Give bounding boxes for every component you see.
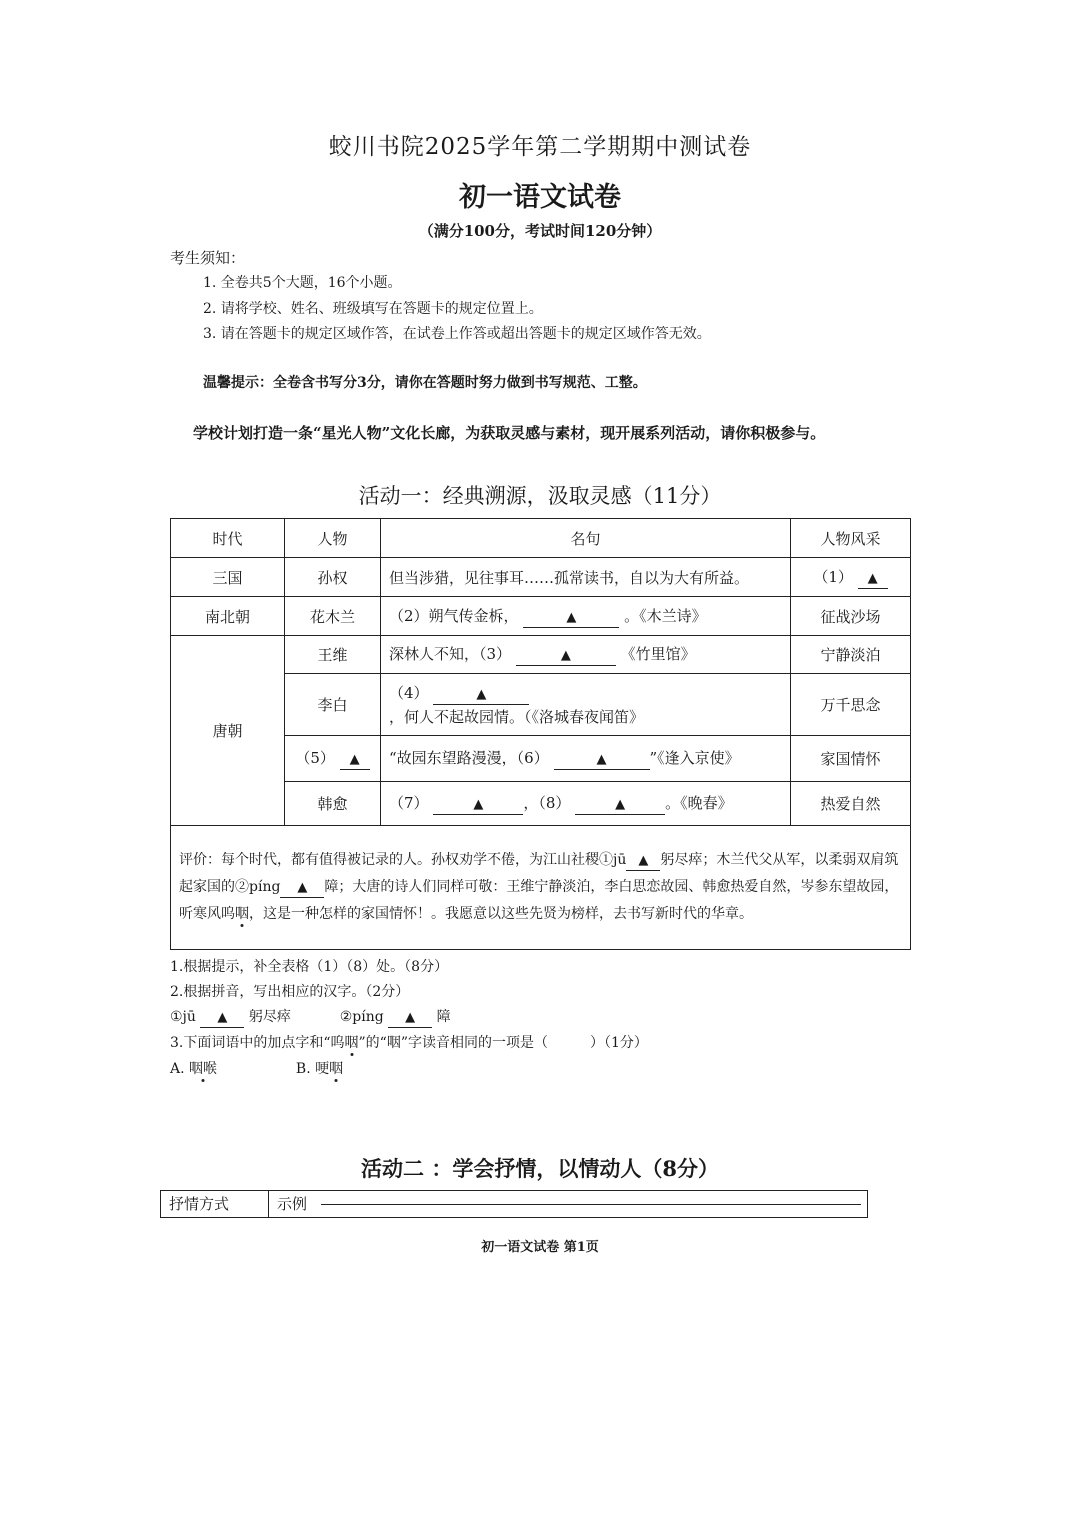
header-person: 人物 <box>285 519 381 558</box>
triangle-marker-icon: ▲ <box>217 1010 228 1025</box>
answer-blank-4[interactable] <box>433 684 529 705</box>
writing-tip: 温馨提示：全卷含书写分3分，请你在答题时努力做到书写规范、工整。 <box>203 375 647 391</box>
dotted-character: 咽 <box>235 906 249 922</box>
dotted-character: 咽 <box>344 1035 359 1051</box>
triangle-marker-icon: ▲ <box>560 648 571 663</box>
answer-blank-8[interactable] <box>575 794 665 815</box>
pinyin-blank-2[interactable] <box>280 878 324 898</box>
word-suffix: 障 <box>436 1009 451 1025</box>
notice-heading: 考生须知： <box>170 249 246 267</box>
style-cell <box>791 558 911 597</box>
activity2-table <box>160 1190 868 1218</box>
option-b-label[interactable]: B. <box>295 1061 311 1077</box>
q2-blank-1[interactable] <box>200 1008 244 1028</box>
page-footer: 初一语文试卷 第1页 <box>481 1240 599 1255</box>
triangle-marker-icon: ▲ <box>476 686 487 702</box>
pinyin-label: ②píng <box>339 1009 384 1025</box>
style-cell: 征战沙场 <box>791 597 911 636</box>
dotted-character: 咽 <box>329 1061 344 1077</box>
answer-blank-1[interactable] <box>858 568 888 589</box>
header-style: 人物风采 <box>791 519 911 558</box>
table-row <box>171 636 911 674</box>
evaluation-text: 评价：每个时代，都有值得被记录的人。孙权劝学不倦，为江山社稷①jū <box>179 852 627 868</box>
divider-line <box>321 1204 861 1205</box>
header-era: 时代 <box>171 519 285 558</box>
triangle-marker-icon: ▲ <box>349 752 360 767</box>
blank-label: （5） <box>295 749 335 767</box>
style-cell: 万千思念 <box>791 674 911 736</box>
person-cell: 花木兰 <box>285 597 381 636</box>
pinyin-blank-1[interactable] <box>626 851 660 871</box>
answer-blank-5[interactable] <box>340 749 370 770</box>
quote-cell: 但当涉猎，见往事耳……孤常读书，自以为大有所益。 <box>381 558 791 597</box>
evaluation-text: 躬尽瘁；木兰代父从军，以柔弱双肩筑起家国的②píng <box>179 852 899 895</box>
exam-subject-title: 初一语文试卷 <box>459 182 621 213</box>
triangle-marker-icon: ▲ <box>473 797 484 812</box>
table-row <box>171 597 911 636</box>
evaluation-cell <box>171 826 911 950</box>
quote-cell <box>381 736 791 782</box>
style-cell: 宁静淡泊 <box>791 636 911 674</box>
notice-item: 3. 请在答题卡的规定区域作答，在试卷上作答或超出答题卡的规定区域作答无效。 <box>203 326 711 342</box>
lyric-method-header: 抒情方式 <box>161 1191 269 1217</box>
quote-text: （7） <box>389 794 429 812</box>
evaluation-text: ，这是一种怎样的家国情怀！。我愿意以这些先贤为榜样，去书写新时代的华章。 <box>249 906 753 922</box>
quote-text: ，何人不起故园情。（《洛城春夜闻笛》 <box>389 707 645 726</box>
answer-blank-7[interactable] <box>433 794 523 815</box>
triangle-marker-icon: ▲ <box>297 880 308 895</box>
quote-cell <box>381 636 791 674</box>
question-1: 1.根据提示，补全表格（1）（8）处。（8分） <box>170 959 449 975</box>
question-text: 3.下面词语中的加点字和“呜 <box>170 1035 345 1051</box>
triangle-marker-icon: ▲ <box>638 853 649 868</box>
option-a-label[interactable]: A. <box>170 1061 185 1077</box>
activity2-title: 活动二 ：学会抒情，以情动人（8分） <box>361 1156 719 1181</box>
quote-text: “故园东望路漫漫，（6） <box>389 749 549 767</box>
quote-text: ，（8） <box>523 794 571 812</box>
person-cell: 韩愈 <box>285 782 381 826</box>
table-header-row <box>171 519 911 558</box>
pinyin-label: ①jū <box>170 1009 196 1025</box>
triangle-marker-icon: ▲ <box>596 752 607 767</box>
quote-text: 。《木兰诗》 <box>624 606 707 625</box>
era-cell-tang: 唐朝 <box>171 636 285 826</box>
person-cell: 王维 <box>285 636 381 674</box>
activity1-table <box>170 518 911 950</box>
person-cell: 李白 <box>285 674 381 736</box>
answer-blank-3[interactable] <box>516 645 616 666</box>
triangle-marker-icon: ▲ <box>615 797 626 812</box>
question-3 <box>170 1032 648 1052</box>
quote-cell <box>381 597 791 636</box>
person-cell <box>285 736 381 782</box>
quote-text: ”《逢入京使》 <box>649 749 740 767</box>
question-text: ”的“咽”字读音相同的一项是（ ）（1分） <box>358 1035 648 1051</box>
evaluation-text: 障；大唐的诗人们同样可敬：王维宁静淡泊，李白思恋故园、韩愈热爱自然，岑参东望故园，听寒风呜 <box>179 879 899 922</box>
era-cell: 南北朝 <box>171 597 285 636</box>
answer-blank-2[interactable] <box>523 607 619 628</box>
notice-item: 2. 请将学校、姓名、班级填写在答题卡的规定位置上。 <box>203 301 543 317</box>
table-row <box>171 558 911 597</box>
example-header: 示例 <box>277 1195 308 1213</box>
person-cell: 孙权 <box>285 558 381 597</box>
era-cell: 三国 <box>171 558 285 597</box>
quote-text: 。《晚春》 <box>665 794 733 812</box>
quote-text: 《竹里馆》 <box>620 645 696 663</box>
evaluation-row <box>171 826 911 950</box>
answer-blank-6[interactable] <box>554 749 650 770</box>
style-cell: 家国情怀 <box>791 736 911 782</box>
notice-item: 1. 全卷共5个大题，16个小题。 <box>203 275 402 291</box>
blank-label: （1） <box>813 567 853 586</box>
style-cell: 热爱自然 <box>791 782 911 826</box>
score-time-note: （满分100分，考试时间120分钟） <box>418 222 662 240</box>
q2-blank-2[interactable] <box>388 1008 432 1028</box>
exam-school-title: 蛟川书院2025学年第二学期期中测试卷 <box>328 134 752 160</box>
triangle-marker-icon: ▲ <box>405 1010 416 1025</box>
quote-text: （2）朔气传金柝， <box>389 606 519 625</box>
question-3-options <box>170 1058 343 1078</box>
header-quote: 名句 <box>381 519 791 558</box>
quote-text: 深林人不知，（3） <box>389 645 512 663</box>
word-suffix: 躬尽瘁 <box>248 1009 291 1025</box>
question-2-items <box>170 1006 451 1028</box>
quote-text: （4） <box>389 683 429 702</box>
quote-cell <box>381 674 791 736</box>
option-a-text[interactable]: 咽喉 <box>189 1061 218 1077</box>
option-b-text[interactable]: 哽 <box>315 1061 330 1077</box>
question-2: 2.根据拼音，写出相应的汉字。（2分） <box>170 984 410 1000</box>
activity-intro: 学校计划打造一条“星光人物”文化长廊，为获取灵感与素材，现开展系列活动，请你积极参与。 <box>193 424 826 442</box>
triangle-marker-icon: ▲ <box>566 609 577 625</box>
triangle-marker-icon: ▲ <box>867 570 878 586</box>
quote-cell <box>381 782 791 826</box>
activity1-title: 活动一：经典溯源，汲取灵感（11分） <box>358 484 722 508</box>
